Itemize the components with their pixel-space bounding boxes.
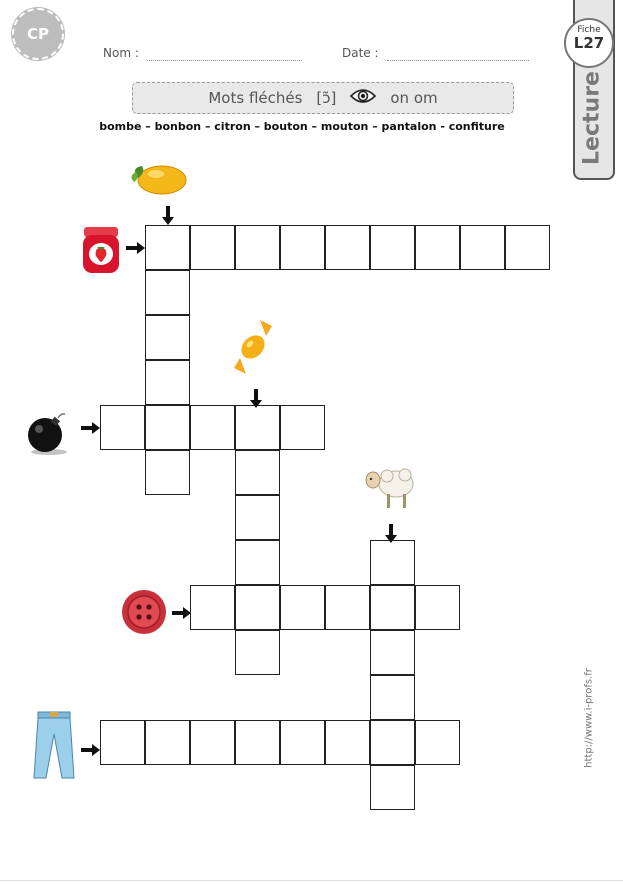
name-label: Nom :: [103, 46, 139, 60]
grid-cell[interactable]: [280, 405, 325, 450]
grid-cell[interactable]: [370, 765, 415, 810]
grid-cell[interactable]: [145, 360, 190, 405]
grid-cell[interactable]: [415, 225, 460, 270]
bomb-picture: [25, 410, 71, 456]
sheep-picture: [363, 462, 417, 512]
level-badge: CP: [12, 8, 64, 60]
grid-cell[interactable]: [235, 450, 280, 495]
grid-cell[interactable]: [370, 225, 415, 270]
arrow-down-icon: [384, 524, 398, 544]
divider: [0, 880, 623, 881]
arrow-right-icon: [126, 241, 146, 255]
grid-cell[interactable]: [280, 720, 325, 765]
grid-cell[interactable]: [235, 495, 280, 540]
grid-cell[interactable]: [325, 720, 370, 765]
jam-jar-picture: [80, 225, 122, 275]
eye-icon: [350, 88, 376, 108]
title-phoneme: [ɔ̃]: [316, 89, 337, 107]
grid-cell[interactable]: [505, 225, 550, 270]
arrow-down-icon: [249, 389, 263, 409]
name-field[interactable]: [147, 50, 302, 61]
title-spellings: on om: [390, 89, 438, 107]
grid-cell[interactable]: [190, 225, 235, 270]
grid-cell[interactable]: [235, 405, 280, 450]
page-title: [132, 82, 514, 114]
grid-cell[interactable]: [235, 585, 280, 630]
grid-cell[interactable]: [235, 720, 280, 765]
grid-cell[interactable]: [325, 585, 370, 630]
grid-cell[interactable]: [280, 225, 325, 270]
arrow-right-icon: [81, 421, 101, 435]
grid-cell[interactable]: [280, 585, 325, 630]
grid-cell[interactable]: [370, 540, 415, 585]
grid-cell[interactable]: [190, 585, 235, 630]
title-text: Mots fléchés: [208, 89, 303, 107]
grid-cell[interactable]: [100, 405, 145, 450]
subject-label: Lecture: [579, 71, 605, 165]
candy-picture: [224, 318, 282, 376]
grid-cell[interactable]: [145, 450, 190, 495]
fiche-badge: [564, 18, 614, 68]
grid-cell[interactable]: [190, 720, 235, 765]
source-url: http://www.i-profs.fr: [583, 668, 595, 768]
grid-cell[interactable]: [145, 315, 190, 360]
fiche-code: L27: [573, 34, 605, 52]
grid-cell[interactable]: [145, 720, 190, 765]
date-label: Date :: [342, 46, 379, 60]
grid-cell[interactable]: [100, 720, 145, 765]
arrow-right-icon: [81, 743, 101, 757]
arrow-right-icon: [172, 606, 192, 620]
grid-cell[interactable]: [235, 225, 280, 270]
grid-cell[interactable]: [370, 585, 415, 630]
grid-cell[interactable]: [460, 225, 505, 270]
lemon-picture: [128, 160, 192, 196]
grid-cell[interactable]: [415, 720, 460, 765]
date-field[interactable]: [387, 50, 529, 61]
grid-cell[interactable]: [235, 540, 280, 585]
grid-cell[interactable]: [235, 630, 280, 675]
word-list: bombe – bonbon – citron – bouton – mouton – pantalon - confiture: [99, 120, 505, 133]
trousers-picture: [30, 710, 78, 782]
grid-cell[interactable]: [145, 270, 190, 315]
grid-cell[interactable]: [325, 225, 370, 270]
arrow-down-icon: [161, 206, 175, 226]
grid-cell[interactable]: [145, 405, 190, 450]
fiche-label: Fiche: [577, 25, 601, 35]
grid-cell[interactable]: [370, 630, 415, 675]
grid-cell[interactable]: [415, 585, 460, 630]
grid-cell[interactable]: [190, 405, 235, 450]
button-picture: [120, 588, 168, 636]
grid-cell[interactable]: [145, 225, 190, 270]
grid-cell[interactable]: [370, 720, 415, 765]
grid-cell[interactable]: [370, 675, 415, 720]
